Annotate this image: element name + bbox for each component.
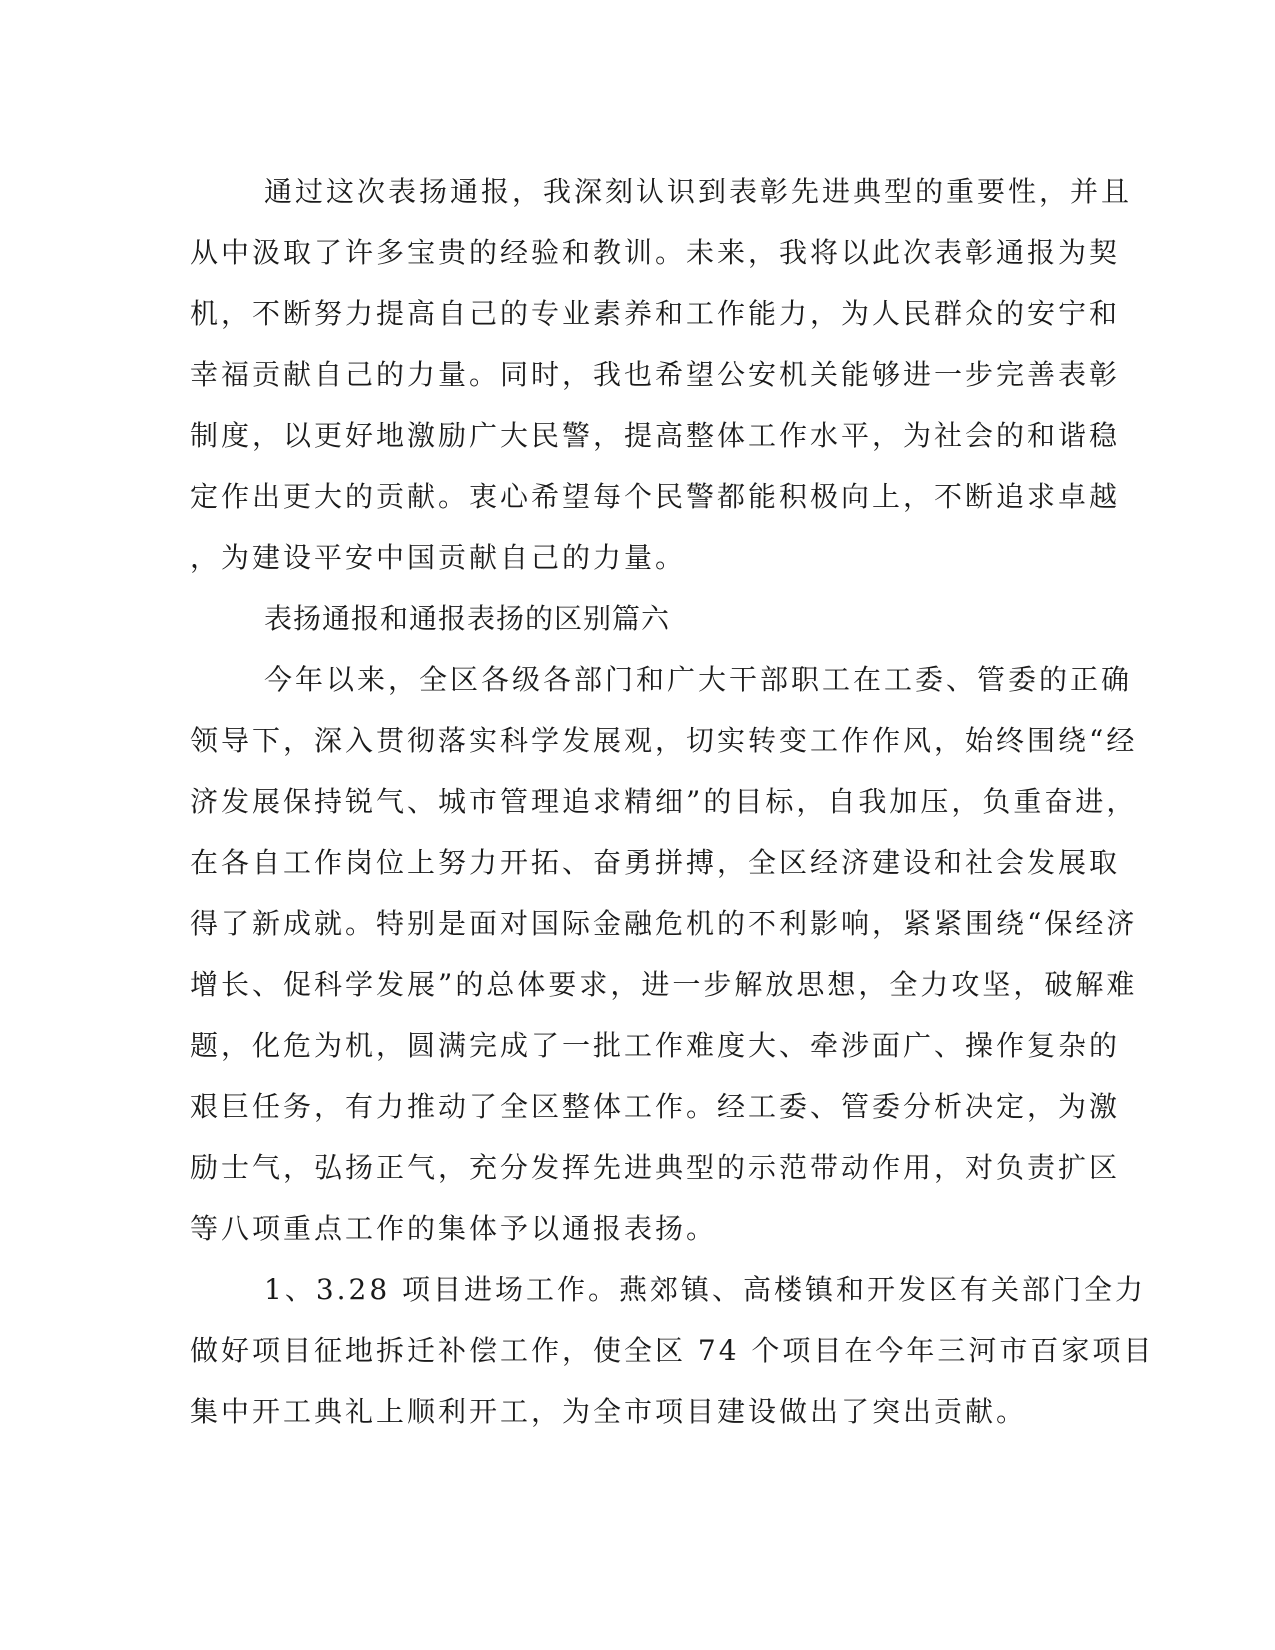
paragraph-line: 今年以来，全区各级各部门和广大干部职工在工委、管委的正确 [264, 663, 1133, 696]
paragraph-line: 做好项目征地拆迁补偿工作，使全区 74 个项目在今年三河市百家项目 [190, 1334, 1155, 1367]
paragraph-line: 励士气，弘扬正气，充分发挥先进典型的示范带动作用，对负责扩区 [190, 1151, 1121, 1184]
document-body [190, 161, 1155, 1442]
paragraph-line: 集中开工典礼上顺利开工，为全市项目建设做出了突出贡献。 [190, 1395, 1028, 1428]
paragraph-line: 得了新成就。特别是面对国际金融危机的不利影响，紧紧围绕“保经济 [190, 907, 1138, 940]
paragraph-line: 增长、促科学发展”的总体要求，进一步解放思想，全力攻坚，破解难 [190, 968, 1138, 1001]
paragraph-line: 等八项重点工作的集体予以通报表扬。 [190, 1212, 718, 1245]
section-heading: 表扬通报和通报表扬的区别篇六 [264, 602, 671, 635]
paragraph-line: 机，不断努力提高自己的专业素养和工作能力，为人民群众的安宁和 [190, 297, 1121, 330]
paragraph-line: 济发展保持锐气、城市管理追求精细”的目标，自我加压，负重奋进， [190, 785, 1138, 818]
paragraph-line: 题，化危为机，圆满完成了一批工作难度大、牵涉面广、操作复杂的 [190, 1029, 1121, 1062]
paragraph-line: 艰巨任务，有力推动了全区整体工作。经工委、管委分析决定，为激 [190, 1090, 1121, 1123]
paragraph-line: 在各自工作岗位上努力开拓、奋勇拼搏，全区经济建设和社会发展取 [190, 846, 1121, 879]
paragraph-line: 1、3.28 项目进场工作。燕郊镇、高楼镇和开发区有关部门全力 [264, 1273, 1147, 1306]
paragraph-line: 通过这次表扬通报，我深刻认识到表彰先进典型的重要性，并且 [264, 175, 1133, 208]
paragraph-line: 制度，以更好地激励广大民警，提高整体工作水平，为社会的和谐稳 [190, 419, 1121, 452]
paragraph-line: 幸福贡献自己的力量。同时，我也希望公安机关能够进一步完善表彰 [190, 358, 1121, 391]
paragraph-line: 领导下，深入贯彻落实科学发展观，切实转变工作作风，始终围绕“经 [190, 724, 1138, 757]
paragraph-line: 从中汲取了许多宝贵的经验和教训。未来，我将以此次表彰通报为契 [190, 236, 1121, 269]
paragraph-line: 定作出更大的贡献。衷心希望每个民警都能积极向上，不断追求卓越 [190, 480, 1121, 513]
paragraph-line: ，为建设平安中国贡献自己的力量。 [190, 541, 687, 574]
